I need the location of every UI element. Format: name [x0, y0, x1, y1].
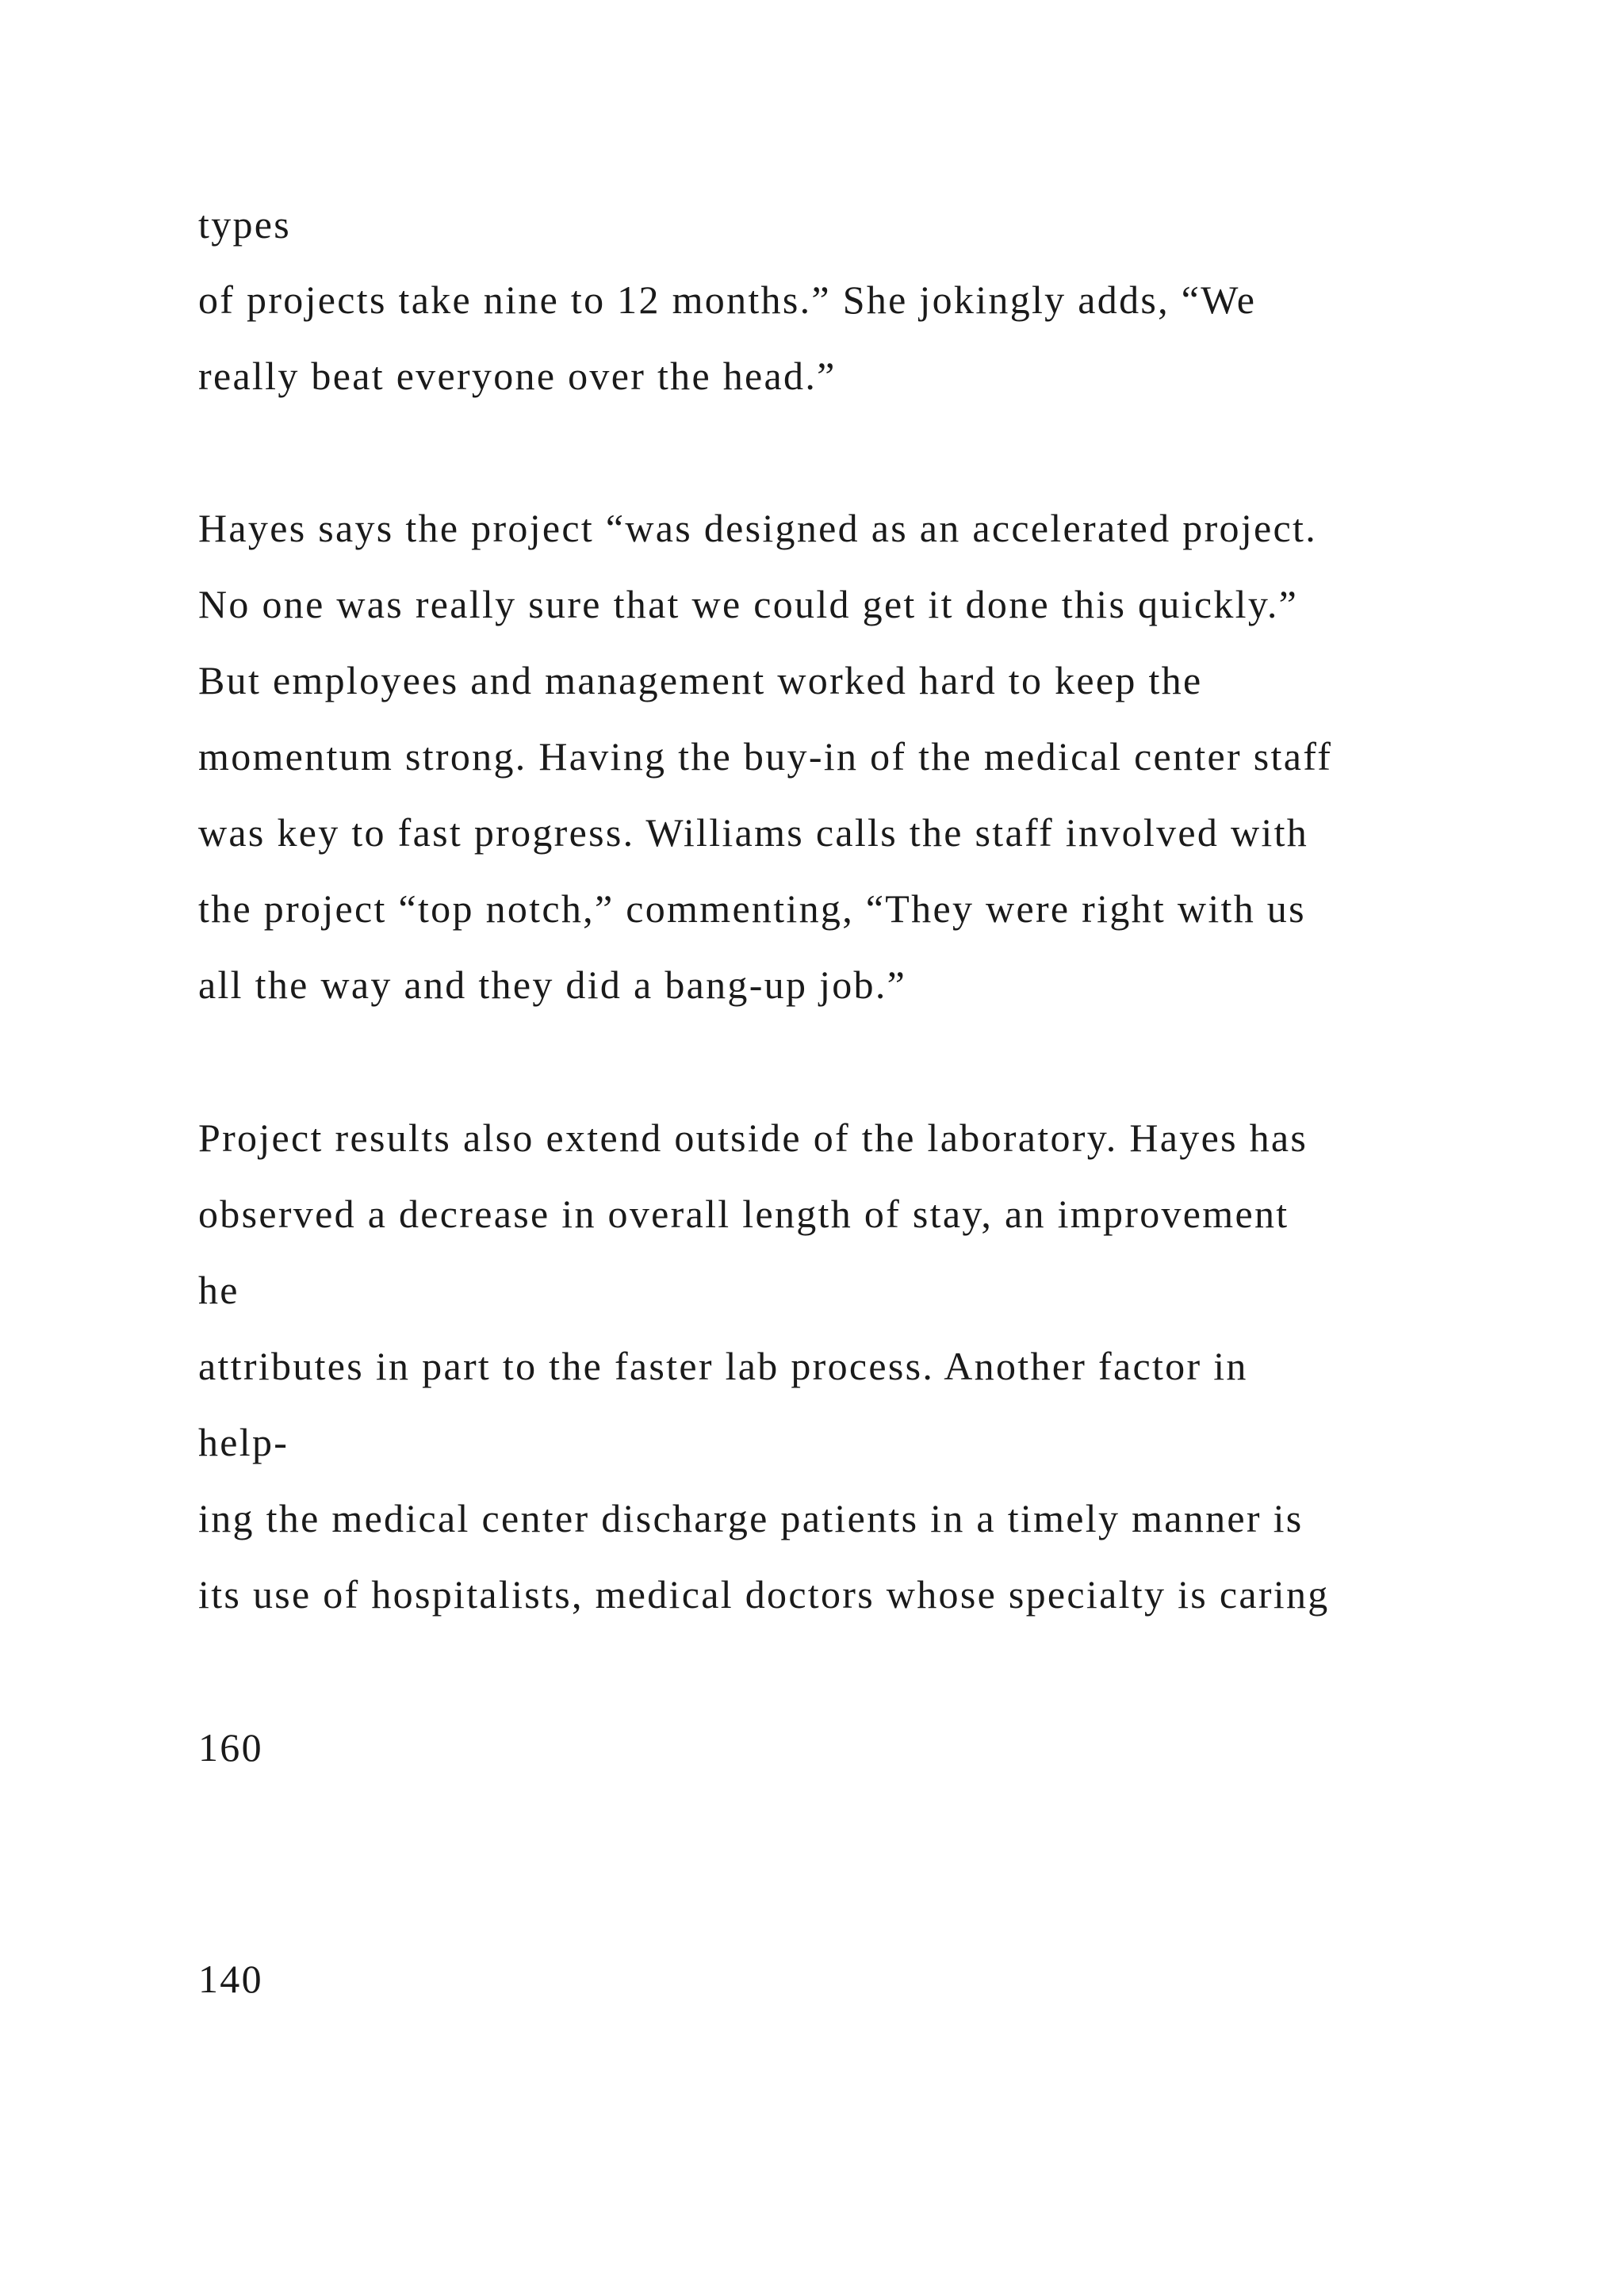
page-number: 140	[198, 1957, 263, 2001]
text-line: Hayes says the project “was designed as an accelerated project.	[198, 506, 1317, 550]
text-line: he	[198, 1268, 239, 1312]
text-line: help-	[198, 1420, 289, 1464]
text-line: But employees and management worked hard to keep the	[198, 658, 1203, 702]
text-line: really beat everyone over the head.”	[198, 354, 837, 398]
text-line: types	[198, 202, 292, 247]
text-line: observed a decrease in overall length of stay, an improvement	[198, 1192, 1289, 1236]
text-line: momentum strong. Having the buy-in of the medical center staff	[198, 734, 1333, 779]
text-line: ing the medical center discharge patients in a timely manner is	[198, 1496, 1304, 1540]
page-number: 160	[198, 1725, 263, 1770]
text-line: its use of hospitalists, medical doctors whose specialty is caring	[198, 1572, 1330, 1617]
text-line: No one was really sure that we could get it done this quickly.”	[198, 582, 1299, 626]
text-line: the project “top notch,” commenting, “They were right with us	[198, 886, 1306, 931]
text-line: was key to fast progress. Williams calls the staff involved with	[198, 810, 1309, 855]
text-line: all the way and they did a bang-up job.”	[198, 962, 907, 1007]
text-line: attributes in part to the faster lab process. Another factor in	[198, 1344, 1248, 1388]
text-line: of projects take nine to 12 months.” She jokingly adds, “We	[198, 277, 1257, 322]
text-line: Project results also extend outside of the laboratory. Hayes has	[198, 1115, 1308, 1160]
